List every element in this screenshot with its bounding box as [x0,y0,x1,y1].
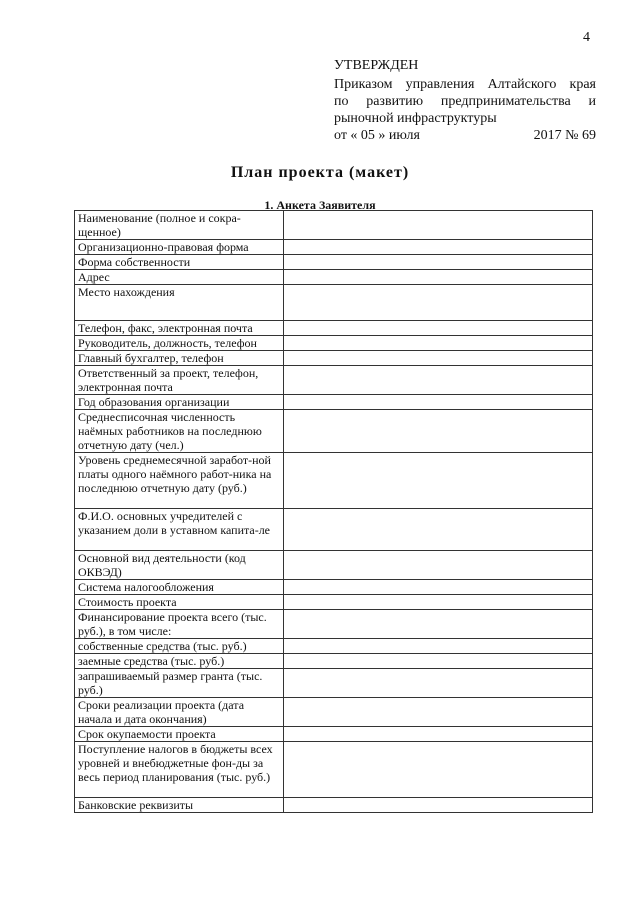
form-row-label: Ответственный за проект, телефон, электронная почта [75,366,284,395]
form-row [75,240,593,255]
form-row [75,798,593,813]
form-row-value-cell[interactable] [284,727,593,742]
form-row-value-cell[interactable] [284,669,593,698]
form-row-label: Форма собственности [75,255,284,270]
form-row-label: Адрес [75,270,284,285]
section-title: 1. Анкета Заявителя [264,198,376,212]
approval-heading: УТВЕРЖДЕН [334,58,419,73]
form-row-value-cell[interactable] [284,580,593,595]
form-row-label: Наименование (полное и сокра-щенное) [75,211,284,240]
form-row [75,321,593,336]
form-row-value-cell[interactable] [284,509,593,551]
form-row-label: Год образования организации [75,395,284,410]
form-row-label: Поступление налогов в бюджеты всех уровней и внебюджетные фон-ды за весь период планирования (тыс. руб.) [75,742,284,798]
approval-line-1: Приказом управления Алтайского края [334,77,596,92]
form-row-label: Телефон, факс, электронная почта [75,321,284,336]
form-row-label: Место нахождения [75,285,284,321]
form-row-label: заемные средства (тыс. руб.) [75,654,284,669]
form-row-value-cell[interactable] [284,255,593,270]
form-row [75,211,593,240]
form-row-value-cell[interactable] [284,698,593,727]
form-row-value-cell[interactable] [284,351,593,366]
form-row-value-cell[interactable] [284,639,593,654]
document-title: План проекта (макет) [230,164,410,181]
form-row-value-cell[interactable] [284,285,593,321]
form-row [75,336,593,351]
form-row [75,366,593,395]
form-row-value-cell[interactable] [284,240,593,255]
form-row [75,551,593,580]
form-row [75,742,593,798]
form-row-label: Организационно-правовая форма [75,240,284,255]
form-row [75,698,593,727]
form-row [75,351,593,366]
approval-date: от « 05 » июля [334,128,420,143]
form-row-value-cell[interactable] [284,395,593,410]
form-row-label: Основной вид деятельности (код ОКВЭД) [75,551,284,580]
form-row-label: собственные средства (тыс. руб.) [75,639,284,654]
form-row-label: Ф.И.О. основных учредителей с указанием доли в уставном капита-ле [75,509,284,551]
form-row-label: Банковские реквизиты [75,798,284,813]
form-row-value-cell[interactable] [284,410,593,453]
form-row [75,580,593,595]
approval-line-2: по развитию предпринимательства и [334,94,596,109]
form-row [75,509,593,551]
form-row [75,669,593,698]
form-row-label: Стоимость проекта [75,595,284,610]
applicant-form-table [74,210,593,813]
form-row [75,410,593,453]
form-row-label: Руководитель, должность, телефон [75,336,284,351]
form-row-label: Срок окупаемости проекта [75,727,284,742]
form-row-label: Сроки реализации проекта (дата начала и дата окончания) [75,698,284,727]
approval-stamp [334,57,596,144]
page-number: 4 [583,30,590,45]
form-row [75,610,593,639]
form-row [75,639,593,654]
form-row-value-cell[interactable] [284,595,593,610]
form-row [75,270,593,285]
form-row-value-cell[interactable] [284,211,593,240]
form-row-label: Главный бухгалтер, телефон [75,351,284,366]
form-row [75,727,593,742]
form-row-value-cell[interactable] [284,798,593,813]
approval-line-3: рыночной инфраструктуры [334,111,497,126]
form-row-value-cell[interactable] [284,453,593,509]
approval-number: 2017 № 69 [533,128,596,143]
form-row [75,395,593,410]
form-row-value-cell[interactable] [284,610,593,639]
form-row [75,453,593,509]
form-row-label: Среднесписочная численность наёмных работников на последнюю отчетную дату (чел.) [75,410,284,453]
form-row [75,654,593,669]
form-row-label: Финансирование проекта всего (тыс. руб.), в том числе: [75,610,284,639]
form-row [75,255,593,270]
form-row-label: запрашиваемый размер гранта (тыс. руб.) [75,669,284,698]
form-row-label: Уровень среднемесячной заработ-ной платы одного наёмного работ-ника на последнюю отчетную дату (руб.) [75,453,284,509]
form-row-value-cell[interactable] [284,336,593,351]
form-row-value-cell[interactable] [284,654,593,669]
form-row-value-cell[interactable] [284,321,593,336]
form-row-value-cell[interactable] [284,366,593,395]
form-row [75,595,593,610]
form-row-value-cell[interactable] [284,742,593,798]
form-row-label: Система налогообложения [75,580,284,595]
form-row-value-cell[interactable] [284,270,593,285]
approval-date-row [334,127,596,144]
form-table-body [75,211,593,813]
form-row-value-cell[interactable] [284,551,593,580]
form-row [75,285,593,321]
